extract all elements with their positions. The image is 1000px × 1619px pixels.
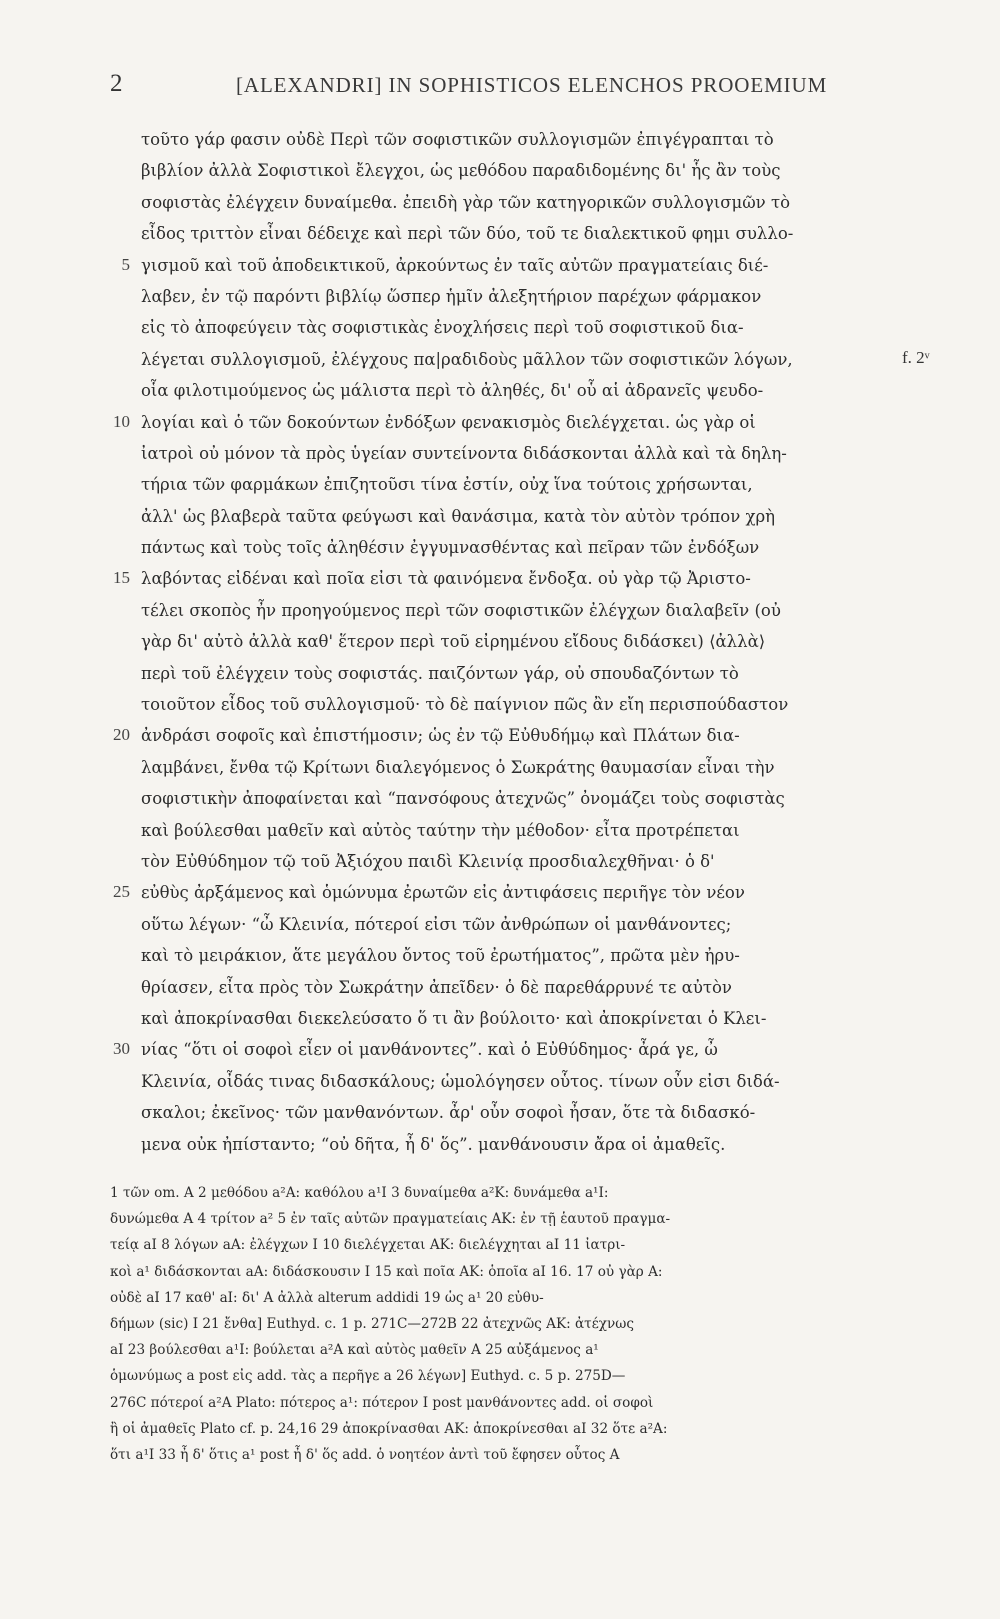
text-line [0, 502, 1000, 533]
apparatus-text: κοὶ a¹ διδάσκονται aA: διδάσκουσιν I 15 καὶ ποῖα ΑΚ: ὁποῖα aI 16. 17 οὐ γὰρ A: [110, 1263, 663, 1280]
apparatus-line [0, 1259, 1000, 1285]
line-text: καὶ τὸ μειράκιον, ἅτε μεγάλου ὄντος τοῦ ἐρωτήματος”, πρῶτα μὲν ἠρυ- [141, 946, 740, 966]
text-line [0, 1067, 1000, 1098]
folio-marker: f. 2ᵛ [902, 347, 930, 367]
text-line [0, 816, 1000, 847]
line-text: τοῦτο γάρ φασιν οὐδὲ Περὶ τῶν σοφιστικῶν συλλογισμῶν ἐπιγέγραπται τὸ [141, 130, 774, 149]
text-line [0, 1130, 1000, 1161]
apparatus-line [0, 1390, 1000, 1416]
apparatus-text: 276C πότεροί a²A Plato: πότερος a¹: πότερον I post μανθάνοντες add. οἱ σοφοὶ [110, 1394, 654, 1411]
line-text: μενα οὐκ ἠπίσταντο; “οὐ δῆτα, ἦ δ' ὅς”. μανθάνουσιν ἄρα οἱ ἀμαθεῖς. [141, 1134, 726, 1154]
line-number: 30 [113, 1039, 130, 1059]
text-line [0, 533, 1000, 564]
apparatus-text: ἢ οἱ ἀμαθεῖς Plato cf. p. 24,16 29 ἀποκρίνασθαι AK: ἀποκρίνεσθαι aI 32 ὅτε a²A: [110, 1420, 668, 1437]
line-number: 15 [113, 568, 130, 588]
text-line [0, 910, 1000, 941]
text-line [0, 941, 1000, 972]
line-text: ἰατροὶ οὐ μόνον τὰ πρὸς ὑγείαν συντείνοντα διδάσκονται ἀλλὰ καὶ τὰ δηλη- [141, 443, 787, 463]
apparatus-text: οὐδὲ aI 17 καθ' aI: δι' A ἀλλὰ alterum addidi 19 ὡς a¹ 20 εὐθυ- [110, 1289, 544, 1306]
running-title: [ALEXANDRI] IN SOPHISTICOS ELENCHOS PROOEMIUM [236, 73, 828, 97]
text-line [0, 345, 1000, 376]
line-text: εἶδος τριττὸν εἶναι δέδειχε καὶ περὶ τῶν δύο, τοῦ τε διαλεκτικοῦ φημι συλλο- [141, 224, 794, 244]
main-text [0, 125, 1000, 1161]
text-line [0, 470, 1000, 501]
critical-apparatus [0, 1180, 1000, 1468]
text-line [0, 659, 1000, 690]
text-line [0, 973, 1000, 1004]
apparatus-text: τείᾳ aI 8 λόγων aA: ἐλέγχων I 10 διελέγχεται ΑΚ: διελέγχηται aI 11 ἰατρι- [110, 1237, 626, 1254]
apparatus-text: δήμων (sic) I 21 ἔνθα] Euthyd. c. 1 p. 271C—272B 22 ἀτεχνῶς AK: ἀτέχνως [110, 1315, 634, 1332]
line-text: σοφιστικὴν ἀποφαίνεται καὶ “πανσόφους ἀτεχνῶς” ὀνομάζει τοὺς σοφιστὰς [141, 789, 785, 809]
apparatus-line [0, 1416, 1000, 1442]
line-text: περὶ τοῦ ἐλέγχειν τοὺς σοφιστάς. παιζόντων γάρ, οὐ σπουδαζόντων τὸ [141, 663, 739, 683]
text-line [0, 564, 1000, 595]
apparatus-line [0, 1206, 1000, 1232]
apparatus-text: 1 τῶν om. A 2 μεθόδου a²A: καθόλου a¹I 3 δυναίμεθα a²K: δυνάμεθα a¹I: [110, 1185, 609, 1201]
line-number: 25 [113, 882, 130, 902]
text-line [0, 753, 1000, 784]
apparatus-text: δυνώμεθα A 4 τρίτον a² 5 ἐν ταῖς αὐτῶν πραγματείαις ΑΚ: ἐν τῇ ἑαυτοῦ πραγμα- [110, 1211, 671, 1228]
line-text: σοφιστὰς ἐλέγχειν δυναίμεθα. ἐπειδὴ γὰρ τῶν κατηγορικῶν συλλογισμῶν τὸ [141, 192, 791, 212]
text-line [0, 219, 1000, 250]
line-text: τήρια τῶν φαρμάκων ἐπιζητοῦσι τίνα ἐστίν, οὐχ ἵνα τούτοις χρήσωνται, [141, 475, 753, 495]
line-text: τέλει σκοπὸς ἦν προηγούμενος περὶ τῶν σοφιστικῶν ἐλέγχων διαλαβεῖν (οὐ [141, 600, 781, 620]
text-line [0, 1004, 1000, 1035]
page-number: 2 [110, 70, 123, 97]
apparatus-line [0, 1232, 1000, 1258]
text-line [0, 282, 1000, 313]
text-line [0, 784, 1000, 815]
apparatus-line [0, 1442, 1000, 1468]
apparatus-text: aI 23 βούλεσθαι a¹I: βούλεται a²A καὶ αὐτὸς μαθεῖν A 25 αὐξάμενος a¹ [110, 1342, 599, 1359]
line-text: εἰς τὸ ἀποφεύγειν τὰς σοφιστικὰς ἐνοχλήσεις περὶ τοῦ σοφιστικοῦ δια- [141, 318, 744, 338]
apparatus-text: ὅτι a¹I 33 ἦ δ' ὅτις a¹ post ἦ δ' ὅς add. ὁ νοητέον ἀντὶ τοῦ ἔφησεν οὗτος A [110, 1446, 620, 1463]
line-text: γισμοῦ καὶ τοῦ ἀποδεικτικοῦ, ἀρκούντως ἐν ταῖς αὐτῶν πραγματείαις διέ- [141, 255, 769, 275]
line-text: λογίαι καὶ ὁ τῶν δοκούντων ἐνδόξων φενακισμὸς διελέγχεται. ὡς γὰρ οἱ [141, 412, 756, 432]
line-text: καὶ βούλεσθαι μαθεῖν καὶ αὐτὸς ταύτην τὴν μέθοδον· εἶτα προτρέπεται [141, 820, 740, 840]
line-text: Κλεινία, οἶδάς τινας διδασκάλους; ὡμολόγησεν οὗτος. τίνων οὖν εἰσι διδά- [141, 1071, 780, 1091]
line-text: πάντως καὶ τοὺς τοῖς ἀληθέσιν ἐγγυμνασθέντας καὶ πεῖραν τῶν ἐνδόξων [141, 538, 760, 558]
text-line [0, 313, 1000, 344]
text-line [0, 125, 1000, 156]
line-text: ἀλλ' ὡς βλαβερὰ ταῦτα φεύγωσι καὶ θανάσιμα, κατὰ τὸν αὐτὸν τρόπον χρὴ [141, 506, 776, 526]
apparatus-line [0, 1180, 1000, 1206]
apparatus-text: ὁμωνύμως a post εἰς add. τὰς a περῆγε a 26 λέγων] Euthyd. c. 5 p. 275D— [110, 1368, 626, 1385]
apparatus-line [0, 1311, 1000, 1337]
line-number: 5 [121, 254, 130, 274]
line-text: νίας “ὅτι οἱ σοφοὶ εἶεν οἱ μανθάνοντες”. καὶ ὁ Εὐθύδημος· ἆρά γε, ὦ [141, 1040, 718, 1060]
text-line [0, 721, 1000, 752]
line-text: βιβλίον ἀλλὰ Σοφιστικοὶ ἔλεγχοι, ὡς μεθόδου παραδιδομένης δι' ἧς ἂν τοὺς [141, 161, 781, 181]
text-line [0, 439, 1000, 470]
text-line [0, 1035, 1000, 1066]
line-text: τὸν Εὐθύδημον τῷ τοῦ Ἀξιόχου παιδὶ Κλεινίᾳ προσδιαλεχθῆναι· ὁ δ' [141, 851, 715, 871]
text-line [0, 878, 1000, 909]
line-text: οἷα φιλοτιμούμενος ὡς μάλιστα περὶ τὸ ἀληθές, δι' οὗ αἱ ἀδρανεῖς ψευδο- [141, 381, 764, 401]
text-line [0, 847, 1000, 878]
page-header [0, 70, 1000, 110]
line-text: γὰρ δι' αὐτὸ ἀλλὰ καθ' ἕτερον περὶ τοῦ εἰρημένου εἴδους διδάσκει) ⟨ἀλλὰ⟩ [141, 632, 766, 652]
text-line [0, 188, 1000, 219]
text-line [0, 596, 1000, 627]
line-text: τοιοῦτον εἶδος τοῦ συλλογισμοῦ· τὸ δὲ παίγνιον πῶς ἂν εἴη περισπούδαστον [141, 695, 789, 715]
line-text: λαβεν, ἐν τῷ παρόντι βιβλίῳ ὥσπερ ἡμῖν ἀλεξητήριον παρέχων φάρμακον [141, 286, 762, 306]
text-line [0, 627, 1000, 658]
line-text: σκαλοι; ἐκεῖνος· τῶν μανθανόντων. ἆρ' οὖν σοφοὶ ἦσαν, ὅτε τὰ διδασκό- [141, 1103, 756, 1123]
line-text: λαμβάνει, ἔνθα τῷ Κρίτωνι διαλεγόμενος ὁ Σωκράτης θαυμασίαν εἶναι τὴν [141, 757, 775, 777]
line-text: καὶ ἀποκρίνασθαι διεκελεύσατο ὅ τι ἂν βούλοιτο· καὶ ἀποκρίνεται ὁ Κλει- [141, 1008, 767, 1028]
line-text: θρίασεν, εἶτα πρὸς τὸν Σωκράτην ἀπεῖδεν· ὁ δὲ παρεθάρρυνέ τε αὐτὸν [141, 977, 732, 997]
text-line [0, 156, 1000, 187]
line-text: λαβόντας εἰδέναι καὶ ποῖα εἰσι τὰ φαινόμενα ἔνδοξα. οὐ γὰρ τῷ Ἀριστο- [141, 569, 751, 589]
line-number: 10 [113, 411, 130, 431]
text-line [0, 251, 1000, 282]
text-line [0, 408, 1000, 439]
apparatus-line [0, 1285, 1000, 1311]
line-text: οὕτω λέγων· “ὦ Κλεινία, πότεροί εἰσι τῶν ἀνθρώπων οἱ μανθάνοντες; [141, 914, 732, 934]
line-text: εὐθὺς ἀρξάμενος καὶ ὁμώνυμα ἐρωτῶν εἰς ἀντιφάσεις περιῆγε τὸν νέον [141, 883, 745, 903]
apparatus-line [0, 1337, 1000, 1363]
apparatus-line [0, 1363, 1000, 1389]
line-number: 20 [113, 725, 130, 745]
text-line [0, 1098, 1000, 1129]
text-line [0, 376, 1000, 407]
line-text: λέγεται συλλογισμοῦ, ἐλέγχους πα|ραδιδοὺς μᾶλλον τῶν σοφιστικῶν λόγων, [141, 349, 793, 369]
line-text: ἀνδράσι σοφοῖς καὶ ἐπιστήμοσιν; ὡς ἐν τῷ Εὐθυδήμῳ καὶ Πλάτων δια- [141, 726, 740, 746]
text-line [0, 690, 1000, 721]
